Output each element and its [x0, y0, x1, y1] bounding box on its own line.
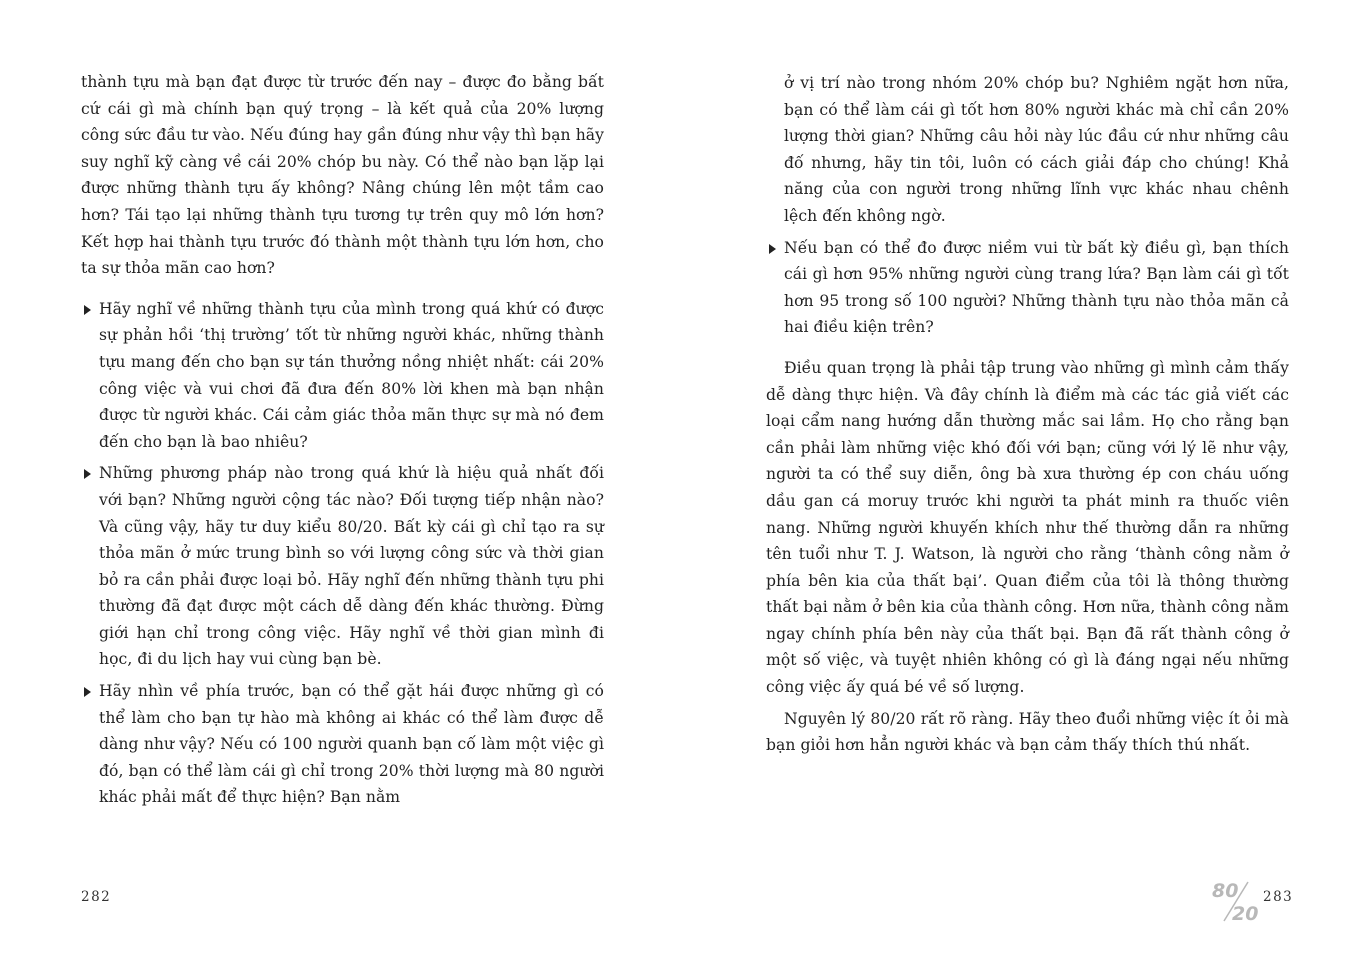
- logo-bottom-number: 20: [1232, 903, 1259, 925]
- 80-20-logo-icon: [1210, 876, 1270, 926]
- left-page-text-column: [81, 69, 604, 811]
- logo-top-number: 80: [1212, 880, 1239, 902]
- bullet-item: [81, 296, 604, 456]
- body-paragraph-2: Nguyên lý 80/20 rất rõ ràng. Hãy theo đuổi những việc ít ỏi mà bạn giỏi hơn hẳn người khác và bạn cảm thấy thích thú nhất.: [766, 709, 1289, 755]
- bullet-text: Hãy nghĩ về những thành tựu của mình trong quá khứ có được sự phản hồi ‘thị trường’ tốt từ những người khác, những thành tựu mang đến cho bạn sự tán thưởng nồng nhiệt nhất: cái 20% công việc và vui chơi đã đưa đến 80% lời khen mà bạn nhận được từ người khác. Cái cảm giác thỏa mãn thực sự mà nó đem đến cho bạn là bao nhiêu?: [99, 299, 604, 451]
- bullet-text: Hãy nhìn về phía trước, bạn có thể gặt hái được những gì có thể làm cho bạn tự hào mà không ai khác có thể làm được dễ dàng như vậy? Nếu có 100 người quanh bạn cố làm một việc gì đó, bạn có thể làm cái gì chỉ trong 20% thời lượng mà 80 người khác phải mất để thực hiện? Bạn nằm: [99, 682, 604, 807]
- body-paragraph-1: Điều quan trọng là phải tập trung vào những gì mình cảm thấy dễ dàng thực hiện. Và đây chính là điểm mà các tác giả viết các loại cẩm nang hướng dẫn thường mắc sai lầm. Họ cho rằng bạn cần phải làm những việc khó đối với bạn; cũng với lý lẽ như vậy, người ta có thể suy diễn, ông bà xưa thường ép con cháu uống dầu gan cá moruy trước khi người ta phát minh ra thuốc viên nang. Những người khuyến khích như thế thường dẫn ra những tên tuổi như T. J. Watson, là người cho rằng ‘thành công nằm ở phía bên kia của thất bại’. Quan điểm của tôi là thông thường thất bại nằm ở bên kia của thành công. Hơn nữa, thành công nằm ngay chính phía bên này của thất bại. Bạn đã rất thành công ở một số việc, và tuyệt nhiên không có gì là đáng ngại nếu những công việc ấy quá bé về số lượng.: [766, 358, 1289, 697]
- left-bullet-list: [81, 296, 604, 811]
- page-number-left: 282: [81, 889, 112, 905]
- intro-paragraph: thành tựu mà bạn đạt được từ trước đến nay – được đo bằng bất cứ cái gì mà chính bạn quý trọng – là kết quả của 20% lượng công sức đầu tư vào. Nếu đúng hay gần đúng như vậy thì bạn hãy suy nghĩ kỹ càng về cái 20% chóp bu này. Có thể nào bạn lặp lại được những thành tựu ấy không? Nâng chúng lên một tầm cao hơn? Tái tạo lại những thành tựu tương tự trên quy mô lớn hơn? Kết hợp hai thành tựu trước đó thành một thành tựu lớn hơn, cho ta sự thỏa mãn cao hơn?: [81, 73, 604, 278]
- right-page-text-column: [766, 70, 1289, 759]
- bullet-item: [766, 235, 1289, 341]
- bullet-item: [81, 460, 604, 673]
- triangle-bullet-icon: [84, 687, 91, 697]
- triangle-bullet-icon: [769, 244, 776, 254]
- bullet-text: Những phương pháp nào trong quá khứ là hiệu quả nhất đối với bạn? Những người cộng tác nào? Đối tượng tiếp nhận nào? Và cũng vậy, hãy tư duy kiểu 80/20. Bất kỳ cái gì chỉ tạo ra sự thỏa mãn ở mức trung bình so với lượng công sức và thời gian bỏ ra cần phải được loại bỏ. Hãy nghĩ đến những thành tựu phi thường đã đạt được một cách dễ dàng đến khác thường. Đừng giới hạn chỉ trong công việc. Hãy nghĩ về thời gian mình đi học, đi du lịch hay vui cùng bạn bè.: [99, 464, 604, 669]
- right-page: [685, 0, 1370, 969]
- triangle-bullet-icon: [84, 305, 91, 315]
- bullet-continuation: ở vị trí nào trong nhóm 20% chóp bu? Nghiêm ngặt hơn nữa, bạn có thể làm cái gì tốt hơn 80% người khác mà chỉ cần 20% lượng thời gian? Những câu hỏi này lúc đầu cứ như những câu đố nhưng, hãy tin tôi, luôn có cách giải đáp cho chúng! Khả năng của con người trong những lĩnh vực khác nhau chênh lệch đến không ngờ.: [784, 74, 1289, 225]
- right-bullet-list: [766, 235, 1289, 341]
- page-number-right: 283: [1263, 889, 1294, 905]
- bullet-text: Nếu bạn có thể đo được niềm vui từ bất kỳ điều gì, bạn thích cái gì hơn 95% những người cùng trang lứa? Bạn làm cái gì tốt hơn 95 trong số 100 người? Những thành tựu nào thỏa mãn cả hai điều kiện trên?: [784, 238, 1289, 337]
- triangle-bullet-icon: [84, 469, 91, 479]
- bullet-item: [81, 678, 604, 811]
